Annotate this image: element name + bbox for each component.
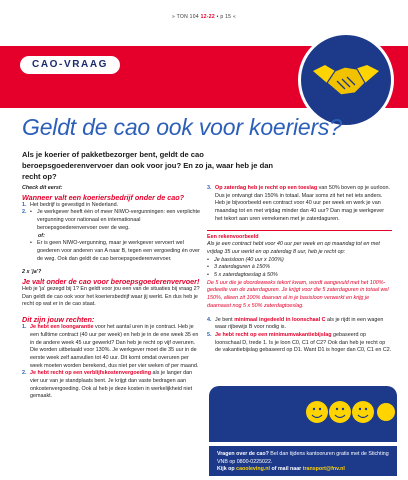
example-text: Als je een contract hebt voor 40 uur per week en op maandag tot en met vrijdag 35 uur werkt en op zaterdag 8 uur, heb je recht op: [207, 241, 380, 255]
folio-suffix: • p 15 « [214, 14, 237, 20]
page-folio [0, 14, 408, 20]
q1-bullet-1-text: Je werkgever heeft één of meer NIWO-vergunningen: een verplichte vergunning voor nationaal en internationaal beroepsgoederenvervoer over de weg. [37, 209, 201, 231]
section-label: CAO-VRAAG [20, 56, 120, 74]
contact-mail-pre: of mail naar [270, 466, 303, 472]
q2-text: Heb je 'ja' gezegd bij 1? En geldt voor jou een van de situaties bij vraag 2? Dan geldt de cao ook voor het koeriersbedrijf waar jij werkt. En dus heb je recht op wat er in de cao staat. [22, 286, 200, 308]
q1-item-1-text: Het bedrijf is gevestigd in Nederland. [30, 201, 119, 208]
example-box [207, 230, 392, 311]
example-bullet-1: • Je basisloon (40 uur x 100%) [207, 256, 284, 263]
right-item-3-strong: Op zaterdag heb je recht op een toeslag [215, 185, 318, 191]
check-label: Check dit eerst: [22, 185, 63, 191]
example-bullet-1-text: Je basisloon (40 uur x 100%) [214, 256, 284, 263]
right-item-5-strong: Je hebt recht op een minimumvakantiebijslag [215, 331, 332, 338]
right-item-1-strong: Je hebt een loongarantie [30, 324, 94, 331]
q1-or-label: of: [38, 232, 45, 239]
right-item-5-number: 5. [207, 331, 212, 338]
right-column [207, 185, 392, 355]
example-outro: De 5 uur die je doordeweeks tekort kwam, wordt aangevuld met het 100%-gedeelte van de zaterdaguren. Je krijgt voor die 5 zaterdaguren in totaal wel 150%, alleen zit 100% daarvan al in je basisloon verwerkt en krijg je daarnaast nog 5 x 50% zaterdagtoeslag. [207, 279, 389, 309]
right-item-4-text: als je rijdt in een wagen waar rijbewijs B voor nodig is. [215, 316, 384, 331]
contact-kijk: Kijk op [217, 466, 237, 472]
q1-bullet-2-text: Er is geen NIWO-vergunning, maar je werkgever vervoert wel goederen voor anderen van A naar B, tegen een vergoeding én over de weg. Ook dan geldt de cao beroepsgoederenvervoer. [37, 240, 200, 262]
contact-question: Vragen over de cao? [217, 451, 269, 457]
handshake-icon [311, 57, 381, 103]
right-item-5-text: gebaseerd op loonschaal D, trede 1. Is je loon C0, C1 of C2? Ook dan heb je recht op de vakantiebijslag gebaseerd op D1. Want D1 is hoger dan C0, C1 en C2. [215, 331, 392, 354]
example-title: Een rekenvoorbeeld [207, 233, 259, 240]
folio-highlight: 12-22 [200, 14, 215, 20]
folio-prefix: » TON 104 [171, 14, 201, 20]
right-item-2-number: 2. [22, 370, 27, 377]
right-item-4-pre: Je bent [215, 316, 235, 323]
right-item-3-number: 3. [207, 185, 212, 191]
contact-line: Bel dan tijdens kantooruren gratis met de Stichting VNB op 0800-0225022. [217, 451, 389, 465]
q1-item-1 [22, 202, 202, 210]
question-1-heading: Wanneer valt een koeriersbedrijf onder de cao? [22, 192, 185, 202]
right-item-4-number: 4. [207, 316, 212, 323]
example-bullet-3-text: 5 x zaterdagtoeslag à 50% [214, 272, 278, 279]
right-item-4-strong: minimaal ingedeeld in loonschaal C [234, 316, 326, 323]
contact-box [209, 446, 397, 476]
q1-item-2-number: 2. [22, 209, 27, 216]
q1-item-2 [22, 209, 202, 263]
contact-email-link[interactable]: transport@fnv.nl [302, 466, 345, 472]
contact-box-top [209, 386, 397, 442]
example-bullet-3: • 5 x zaterdagtoeslag à 50% [207, 272, 278, 279]
right-item-2 [22, 370, 202, 401]
q1-bullet-2: • Er is geen NIWO-vergunning, maar je werkgever vervoert wel goederen voor anderen van A naar B, tegen een vergoeding én over de weg. Ook dan geldt de cao beroepsgoederenvervoer. [30, 240, 202, 263]
q1-item-1-number: 1. [22, 201, 27, 208]
intro-text: Als je koerier of pakketbezorger bent, geldt de cao beroepsgoederenvervoer dan ook voor jou? En zo ja, waar heb je dan recht op? [22, 150, 274, 181]
q1-bullet-1: • Je werkgever heeft één of meer NIWO-vergunningen: een verplichte vergunning voor nationaal en internationaal beroepsgoederenvervoer over de weg. [30, 209, 201, 231]
right-item-5 [207, 332, 392, 355]
right-item-1-text: voor het aantal uren in je contract. Heb je een fulltime contract (40 uur per week) en heb je in de ene week 35 en in de andere week 45 uur gewerkt? Dan heb je recht op vijf overuren. Die worden uitbetaald voor 130%. Je werkgever moet die 35 uur in de eerste week zelf aanvullen tot 40 uur. Dit komt omdat overuren per week moeten worden berekend, dus niet per vier weken of per maand. [30, 324, 199, 369]
q2-label: 2 x 'ja'? [22, 269, 42, 276]
example-bullet-2-text: 3 zaterdaguren à 150% [214, 264, 271, 271]
rights-heading: Dit zijn jouw rechten: [22, 315, 95, 325]
right-item-4 [207, 317, 392, 332]
right-item-3 [207, 185, 392, 224]
contact-website-link[interactable]: caooleving.nl [236, 466, 270, 472]
question-2-heading: Je valt onder de cao voor beroepsgoederenvervoer! [22, 277, 200, 287]
right-item-2-strong: Je hebt recht op een verblijfskostenvergoeding [30, 370, 152, 377]
page-title: Geldt de cao ook voor koeriers? [22, 114, 342, 140]
example-bullet-2: • 3 zaterdaguren à 150% [207, 264, 271, 271]
left-column [22, 185, 202, 401]
right-item-1-number: 1. [22, 324, 27, 331]
right-item-2-text: als je langer dan vier uur van je standplaats bent. Je krijgt dan vaste bedragen aan onkostenvergoeding. Ook al heb je deze kosten in werkelijkheid niet gemaakt. [30, 370, 193, 400]
emoji-row-icon [209, 386, 397, 442]
right-item-1 [22, 324, 202, 370]
right-item-3-text: van 50% boven op je uurloon. Dus je ontvangt dan 150% in totaal. Maar soms zit het net iets anders. Heb je bijvoorbeeld een contract voor 40 uur per week en werk je van maandag tot en met vrijdag minder dan 40 uur? Dan mag je werkgever het tekort aan uren verrekenen met je zaterdaguren. [215, 185, 390, 222]
